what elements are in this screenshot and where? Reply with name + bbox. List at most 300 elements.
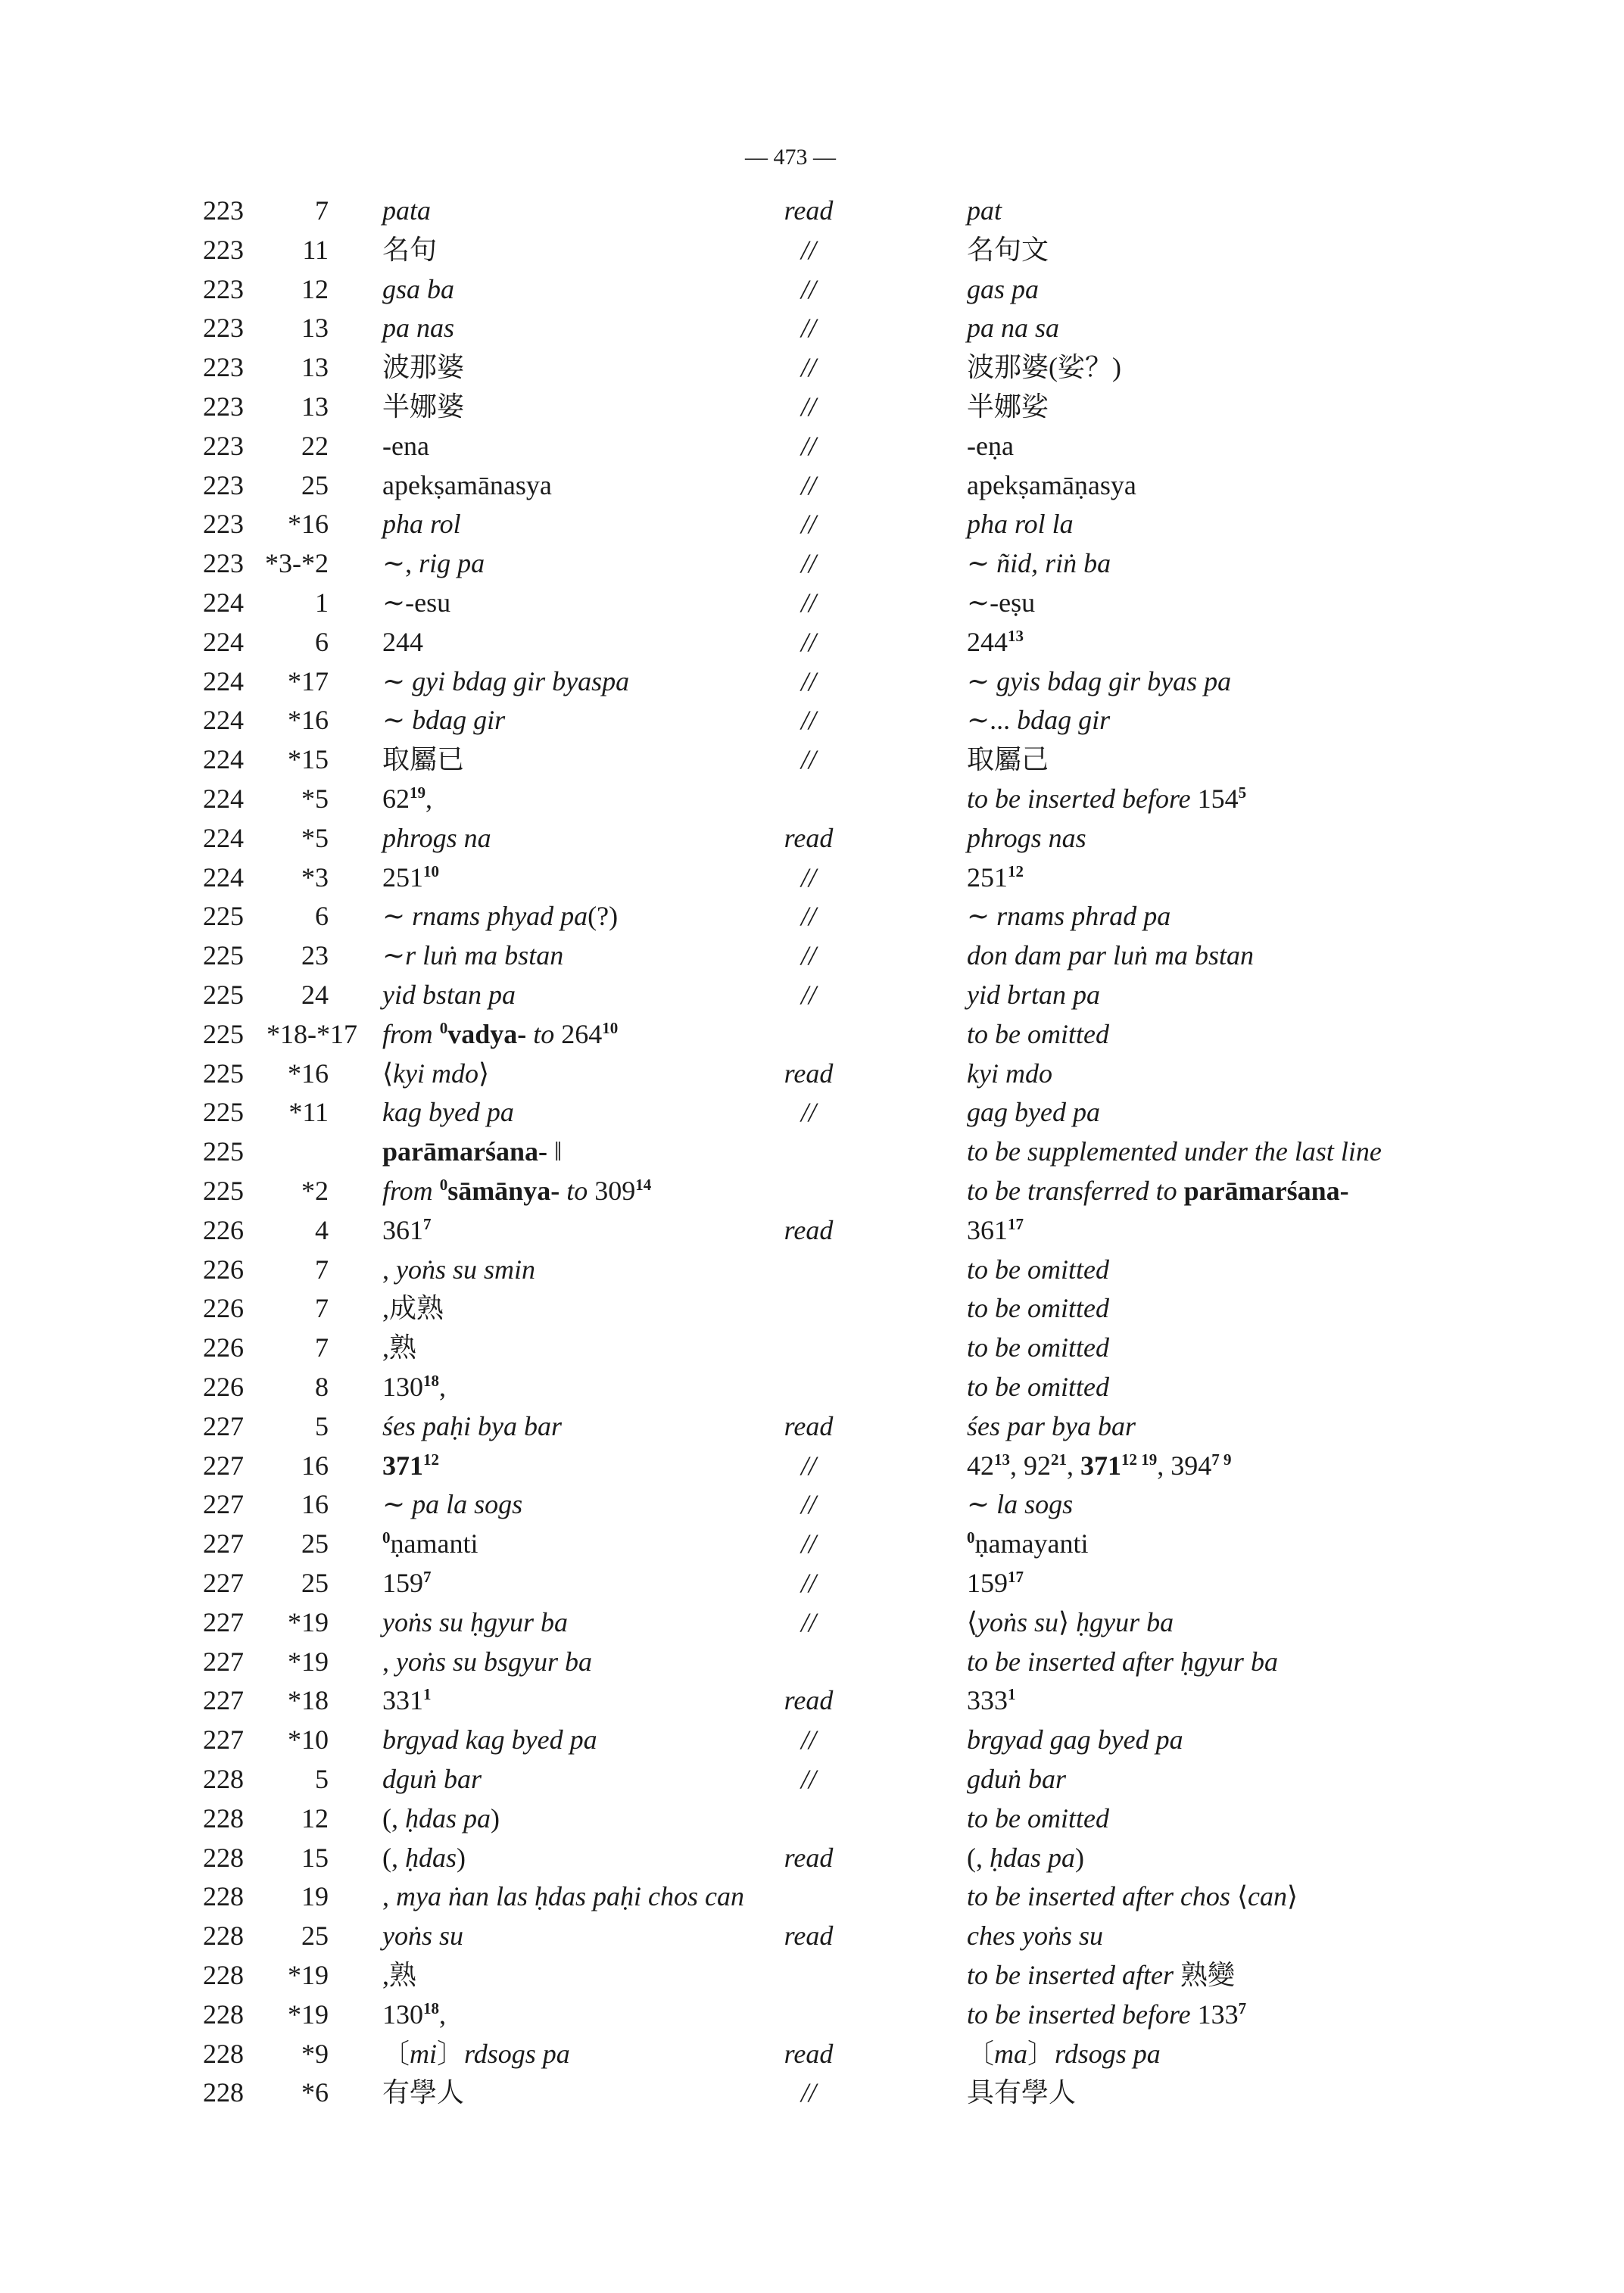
text-segment: bdag gir [1017, 705, 1111, 736]
text-segment: vadya- [447, 1018, 527, 1049]
original-text-cell [382, 936, 563, 975]
page-ref-cell: 227 [203, 1410, 244, 1441]
original-text-cell [382, 308, 454, 347]
text-segment: (, [382, 1802, 405, 1833]
text-segment: 19 [410, 784, 425, 802]
text-segment: phrogs nas [967, 822, 1086, 853]
read-mark-cell: // [800, 548, 816, 579]
text-segment: brgyad kag byed pa [382, 1724, 597, 1756]
correction-text-cell [967, 740, 1049, 779]
text-segment: 14 [635, 1176, 652, 1194]
text-segment: 熟變 [1180, 1960, 1235, 1990]
errata-row [0, 1367, 1624, 1407]
page-ref-cell: 228 [203, 1842, 244, 1873]
page-ref-cell: 224 [203, 705, 244, 736]
original-text-cell [382, 2073, 464, 2112]
text-segment: from [382, 1018, 440, 1049]
text-segment: phrogs na [382, 822, 491, 853]
read-mark-cell: // [800, 861, 816, 893]
text-segment: ⟨ [1236, 1881, 1248, 1912]
errata-row [0, 1092, 1624, 1132]
read-mark-cell: // [800, 901, 816, 932]
text-segment: 0 [439, 1176, 448, 1194]
errata-row [0, 1955, 1624, 1995]
text-segment: kag byed pa [382, 1097, 514, 1128]
original-text-cell [382, 1014, 618, 1058]
text-segment: to be inserted after chos [967, 1881, 1237, 1912]
text-segment: to be omitted [967, 1802, 1109, 1833]
line-ref-cell: 13 [301, 352, 329, 383]
line-ref-cell: 22 [301, 430, 329, 461]
correction-text-cell [967, 583, 1035, 622]
read-mark-cell: // [800, 1097, 816, 1128]
original-text-cell [382, 1720, 597, 1759]
text-segment: 10 [602, 1018, 619, 1037]
errata-row [0, 269, 1624, 309]
correction-text-cell [967, 1446, 1232, 1489]
correction-text-cell [967, 779, 1246, 822]
text-segment: 0 [967, 1528, 975, 1547]
page-ref-cell: 227 [203, 1606, 244, 1637]
text-segment: ,熟 [382, 1332, 417, 1363]
errata-row [0, 1681, 1624, 1720]
line-ref-cell: *11 [288, 1097, 329, 1128]
text-segment: ,熟 [382, 1960, 417, 1990]
correction-text-cell [967, 818, 1086, 858]
page-ref-cell: 228 [203, 2038, 244, 2069]
line-ref-cell: *19 [288, 1646, 329, 1677]
correction-text-cell [967, 1328, 1109, 1367]
text-segment: 〔 [967, 2038, 995, 2069]
original-text-cell [382, 1250, 535, 1289]
correction-text-cell [967, 1681, 1016, 1724]
page-ref-cell: 224 [203, 861, 244, 893]
text-segment: ) [491, 1802, 500, 1833]
read-mark-cell: read [784, 1685, 834, 1716]
correction-text-cell [967, 2034, 1161, 2073]
errata-row [0, 583, 1624, 622]
text-segment: sāmānya- [447, 1176, 560, 1206]
read-mark-cell: // [800, 2077, 816, 2108]
errata-row [0, 1838, 1624, 1877]
text-segment: gag byed pa [967, 1097, 1100, 1128]
line-ref-cell: *18 [288, 1685, 329, 1716]
text-segment: 361 [382, 1214, 423, 1245]
text-segment: ṇamanti [390, 1528, 478, 1559]
original-text-cell [382, 269, 454, 309]
errata-row [0, 1250, 1624, 1289]
line-ref-cell: 11 [302, 234, 329, 265]
line-ref-cell: *19 [288, 1960, 329, 1990]
original-text-cell [382, 1603, 568, 1642]
text-segment: 取屬己 [967, 744, 1049, 775]
text-segment: 21 [1051, 1450, 1067, 1469]
text-segment: la sogs [996, 1489, 1074, 1520]
line-ref-cell: *19 [288, 1999, 329, 2030]
page-ref-cell: 228 [203, 1999, 244, 2030]
text-segment: 159 [967, 1568, 1008, 1598]
line-ref-cell: *19 [288, 1606, 329, 1637]
text-segment: kyi mdo [967, 1058, 1052, 1089]
text-segment: (, [382, 1842, 405, 1873]
text-segment: brgyad gag byed pa [967, 1724, 1183, 1756]
errata-row [0, 818, 1624, 858]
text-segment: ∼-esu [382, 587, 451, 618]
page-ref-cell: 224 [203, 744, 244, 775]
original-text-cell [382, 1288, 444, 1328]
original-text-cell [382, 230, 437, 269]
page-ref-cell: 227 [203, 1489, 244, 1520]
text-segment: 154 [1197, 784, 1239, 814]
text-segment: rnams phyad pa [412, 901, 588, 932]
text-segment: ∼ [382, 665, 413, 696]
correction-text-cell [967, 426, 1014, 466]
errata-row [0, 230, 1624, 269]
text-segment: pa nas [382, 313, 455, 344]
text-segment: ḥdas [405, 1842, 457, 1873]
text-segment: bdag gir [412, 705, 506, 736]
text-segment: ⟨ [967, 1606, 978, 1637]
text-segment: ∼ [382, 940, 406, 971]
text-segment: śes paḥi bya bar [382, 1410, 562, 1441]
text-segment: 半娜娑 [967, 391, 1049, 422]
original-text-cell [382, 818, 491, 858]
page-ref-cell: 225 [203, 1097, 244, 1128]
original-text-cell [382, 504, 461, 544]
correction-text-cell [967, 1877, 1298, 1916]
correction-text-cell [967, 1250, 1109, 1289]
original-text-cell [382, 1132, 562, 1171]
original-text-cell [382, 1054, 489, 1093]
text-segment: yid brtan pa [967, 980, 1100, 1010]
errata-row [0, 2073, 1624, 2112]
errata-row [0, 1759, 1624, 1799]
text-segment: 159 [382, 1568, 423, 1598]
original-text-cell [382, 858, 439, 901]
errata-row [0, 1524, 1624, 1563]
text-segment: ∼ [967, 548, 997, 579]
text-segment: ṇamayanti [974, 1528, 1089, 1559]
errata-row [0, 191, 1624, 230]
text-segment: ḥdas pa [990, 1842, 1076, 1873]
text-segment: 0 [439, 1018, 448, 1037]
text-segment: 130 [382, 1372, 423, 1402]
errata-row [0, 936, 1624, 975]
page-ref-cell: 227 [203, 1646, 244, 1677]
errata-row [0, 975, 1624, 1014]
errata-row [0, 2034, 1624, 2073]
line-ref-cell: 25 [301, 1528, 329, 1559]
correction-text-cell [967, 1485, 1073, 1524]
read-mark-cell: // [800, 1528, 816, 1559]
text-segment: ⟨ [382, 1058, 394, 1089]
correction-text-cell [967, 1563, 1024, 1606]
read-mark-cell: // [800, 744, 816, 775]
text-segment: ⟩ [1286, 1881, 1298, 1912]
original-text-cell [382, 1446, 439, 1489]
read-mark-cell: // [800, 1568, 816, 1598]
correction-text-cell [967, 544, 1111, 583]
text-segment: 5 [1238, 784, 1247, 802]
text-segment: ∼ [382, 705, 413, 736]
text-segment: 333 [967, 1685, 1008, 1716]
text-segment: ∼... [967, 705, 1018, 736]
page-ref-cell: 225 [203, 980, 244, 1010]
line-ref-cell: 7 [315, 1254, 329, 1285]
text-segment: 7 [423, 1568, 432, 1586]
text-segment: 有學人 [382, 2077, 465, 2108]
line-ref-cell: 1 [315, 587, 329, 618]
text-segment: 〕 [1027, 2038, 1055, 2069]
text-segment: 7 [1238, 1999, 1247, 2017]
text-segment: 42 [967, 1450, 994, 1481]
original-text-cell [382, 740, 464, 779]
text-segment: pat [967, 195, 1002, 226]
correction-text-cell [967, 1524, 1088, 1567]
page-ref-cell: 228 [203, 1881, 244, 1912]
line-ref-cell: *17 [288, 665, 329, 696]
line-ref-cell: 25 [301, 469, 329, 500]
page-ref-cell: 223 [203, 234, 244, 265]
read-mark-cell: // [800, 352, 816, 383]
line-ref-cell: 23 [301, 940, 329, 971]
read-mark-cell: // [800, 313, 816, 344]
page-ref-cell: 228 [203, 2077, 244, 2108]
correction-text-cell [967, 700, 1110, 740]
page-ref-cell: 227 [203, 1568, 244, 1598]
read-mark-cell: // [800, 391, 816, 422]
text-segment: mya ṅan las ḥdas paḥi chos can [396, 1881, 744, 1912]
page-ref-cell: 227 [203, 1528, 244, 1559]
original-text-cell [382, 1759, 482, 1799]
errata-row [0, 1014, 1624, 1054]
text-segment: to be inserted after [967, 1960, 1180, 1990]
page-ref-cell: 225 [203, 1058, 244, 1089]
original-text-cell [382, 191, 431, 230]
read-mark-cell: // [800, 430, 816, 461]
errata-row [0, 347, 1624, 387]
errata-row [0, 1132, 1624, 1171]
errata-row [0, 1603, 1624, 1642]
page-ref-cell: 226 [203, 1372, 244, 1402]
text-segment: ḥgyur ba [1076, 1606, 1174, 1637]
correction-text-cell [967, 1642, 1278, 1681]
correction-text-cell [967, 191, 1002, 230]
line-ref-cell: 16 [301, 1489, 329, 1520]
page-ref-cell: 224 [203, 665, 244, 696]
text-segment: 361 [967, 1214, 1008, 1245]
line-ref-cell: 15 [301, 1842, 329, 1873]
line-ref-cell: 6 [315, 901, 329, 932]
original-text-cell [382, 1799, 500, 1838]
original-text-cell [382, 1681, 432, 1724]
read-mark-cell: // [800, 980, 816, 1010]
correction-text-cell [967, 1955, 1235, 1995]
text-segment: 12 [423, 1450, 439, 1469]
correction-text-cell [967, 1995, 1246, 2038]
text-segment: , [1067, 1450, 1080, 1481]
errata-row [0, 544, 1624, 583]
read-mark-cell: // [800, 1606, 816, 1637]
line-ref-cell: *16 [288, 1058, 329, 1089]
page-ref-cell: 227 [203, 1685, 244, 1716]
page-ref-cell: 228 [203, 1764, 244, 1794]
original-text-cell [382, 1407, 562, 1446]
text-segment: 1 [423, 1685, 432, 1704]
read-mark-cell: // [800, 1489, 816, 1520]
text-segment: (?) [588, 901, 619, 932]
line-ref-cell: *10 [288, 1724, 329, 1756]
text-segment: to [526, 1018, 562, 1049]
correction-text-cell [967, 936, 1254, 975]
text-segment: r luṅ ma bstan [405, 940, 564, 971]
correction-text-cell [967, 1759, 1066, 1799]
text-segment: , [382, 1254, 396, 1285]
page-ref-cell: 228 [203, 1960, 244, 1990]
page-ref-cell: 223 [203, 195, 244, 226]
text-segment: parāmarśana- [382, 1136, 547, 1167]
text-segment: rdsogs pa [1055, 2038, 1161, 2069]
line-ref-cell: *15 [288, 744, 329, 775]
page-ref-cell: 228 [203, 1921, 244, 1952]
read-mark-cell: read [784, 1058, 834, 1089]
text-segment: 10 [423, 861, 439, 880]
correction-text-cell [967, 1407, 1136, 1446]
page-ref-cell: 223 [203, 352, 244, 383]
text-segment: 371 [1080, 1450, 1121, 1481]
text-segment: 17 [1008, 1214, 1024, 1233]
text-segment: ∼ [382, 1489, 413, 1520]
text-segment: 331 [382, 1685, 423, 1716]
errata-row [0, 896, 1624, 936]
errata-row [0, 1407, 1624, 1446]
original-text-cell [382, 1210, 432, 1254]
line-ref-cell: 7 [315, 1332, 329, 1363]
original-text-cell [382, 662, 629, 701]
text-segment: ches yoṅs su [967, 1921, 1103, 1952]
page-ref-cell: 225 [203, 1136, 244, 1167]
correction-text-cell [967, 2073, 1076, 2112]
text-segment: ⟩ [1058, 1606, 1077, 1637]
page-ref-cell: 223 [203, 273, 244, 304]
errata-row [0, 779, 1624, 818]
text-segment: , [425, 784, 432, 814]
page-ref-cell: 226 [203, 1214, 244, 1245]
correction-text-cell [967, 1916, 1103, 1955]
text-segment: gsa ba [382, 273, 455, 304]
errata-row [0, 740, 1624, 779]
text-segment: parāmarśana- [1183, 1176, 1349, 1206]
text-segment: 〕 [437, 2038, 465, 2069]
errata-row [0, 1054, 1624, 1093]
page-ref-cell: 225 [203, 1176, 244, 1206]
text-segment: ⟩ [478, 1058, 490, 1089]
text-segment: , 92 [1010, 1450, 1051, 1481]
errata-row [0, 1995, 1624, 2034]
read-mark-cell: // [800, 940, 816, 971]
original-text-cell [382, 1485, 522, 1524]
read-mark-cell: // [800, 626, 816, 657]
original-text-cell [382, 1838, 466, 1877]
text-segment: to [560, 1176, 595, 1206]
text-segment: pha rol [382, 509, 461, 540]
text-segment: ∼ [967, 901, 997, 932]
read-mark-cell: // [800, 705, 816, 736]
text-segment: mi [410, 2038, 438, 2069]
page-ref-cell: 226 [203, 1254, 244, 1285]
page-ref-cell: 223 [203, 313, 244, 344]
page-ref-cell: 224 [203, 784, 244, 814]
correction-text-cell [967, 1799, 1109, 1838]
original-text-cell [382, 2034, 570, 2073]
read-mark-cell: // [800, 665, 816, 696]
correction-text-cell [967, 230, 1049, 269]
text-segment: rdsogs pa [464, 2038, 570, 2069]
text-segment: ma [994, 2038, 1028, 2069]
text-segment: gas pa [967, 273, 1040, 304]
page-ref-cell: 227 [203, 1724, 244, 1756]
original-text-cell [382, 426, 429, 466]
original-text-cell [382, 347, 464, 387]
text-segment: , [439, 1999, 446, 2030]
text-segment: from [382, 1176, 440, 1206]
errata-row [0, 700, 1624, 740]
correction-text-cell [967, 1838, 1084, 1877]
text-segment: to be omitted [967, 1332, 1109, 1363]
correction-text-cell [967, 1132, 1382, 1171]
text-segment: gyis bdag gir byas pa [996, 665, 1232, 696]
correction-text-cell [967, 975, 1100, 1014]
text-segment: yoṅs su bsgyur ba [396, 1646, 592, 1677]
text-segment: 244 [967, 626, 1008, 657]
text-segment: 13 [994, 1450, 1010, 1469]
correction-text-cell [967, 858, 1024, 901]
text-segment: 18 [423, 1372, 439, 1390]
text-segment: 13 [1008, 626, 1024, 645]
read-mark-cell: read [784, 1921, 834, 1952]
text-segment: 半娜婆 [382, 391, 465, 422]
line-ref-cell: 25 [301, 1568, 329, 1598]
errata-row [0, 1563, 1624, 1603]
text-segment: (, [967, 1842, 990, 1873]
original-text-cell [382, 544, 485, 583]
text-segment: yid bstan pa [382, 980, 516, 1010]
text-segment: , [439, 1372, 446, 1402]
text-segment: , 394 [1157, 1450, 1212, 1481]
correction-text-cell [967, 1720, 1183, 1759]
line-ref-cell: 6 [315, 626, 329, 657]
correction-text-cell [967, 466, 1136, 505]
page-ref-cell: 223 [203, 430, 244, 461]
text-segment: 12 [1008, 861, 1024, 880]
page-ref-cell: 224 [203, 626, 244, 657]
correction-text-cell [967, 662, 1231, 701]
text-segment: 7 [423, 1214, 432, 1233]
original-text-cell [382, 779, 432, 822]
errata-row [0, 1799, 1624, 1838]
errata-row [0, 426, 1624, 466]
text-segment: śes par bya bar [967, 1410, 1136, 1441]
correction-text-cell [967, 269, 1039, 309]
page-number: — 473 — [745, 145, 836, 170]
page-ref-cell: 224 [203, 587, 244, 618]
read-mark-cell: // [800, 1450, 816, 1481]
text-segment: 251 [382, 861, 423, 893]
read-mark-cell: // [800, 273, 816, 304]
text-segment: 251 [967, 861, 1008, 893]
text-segment: pata [382, 195, 432, 226]
text-segment: ñid, riṅ ba [996, 548, 1111, 579]
